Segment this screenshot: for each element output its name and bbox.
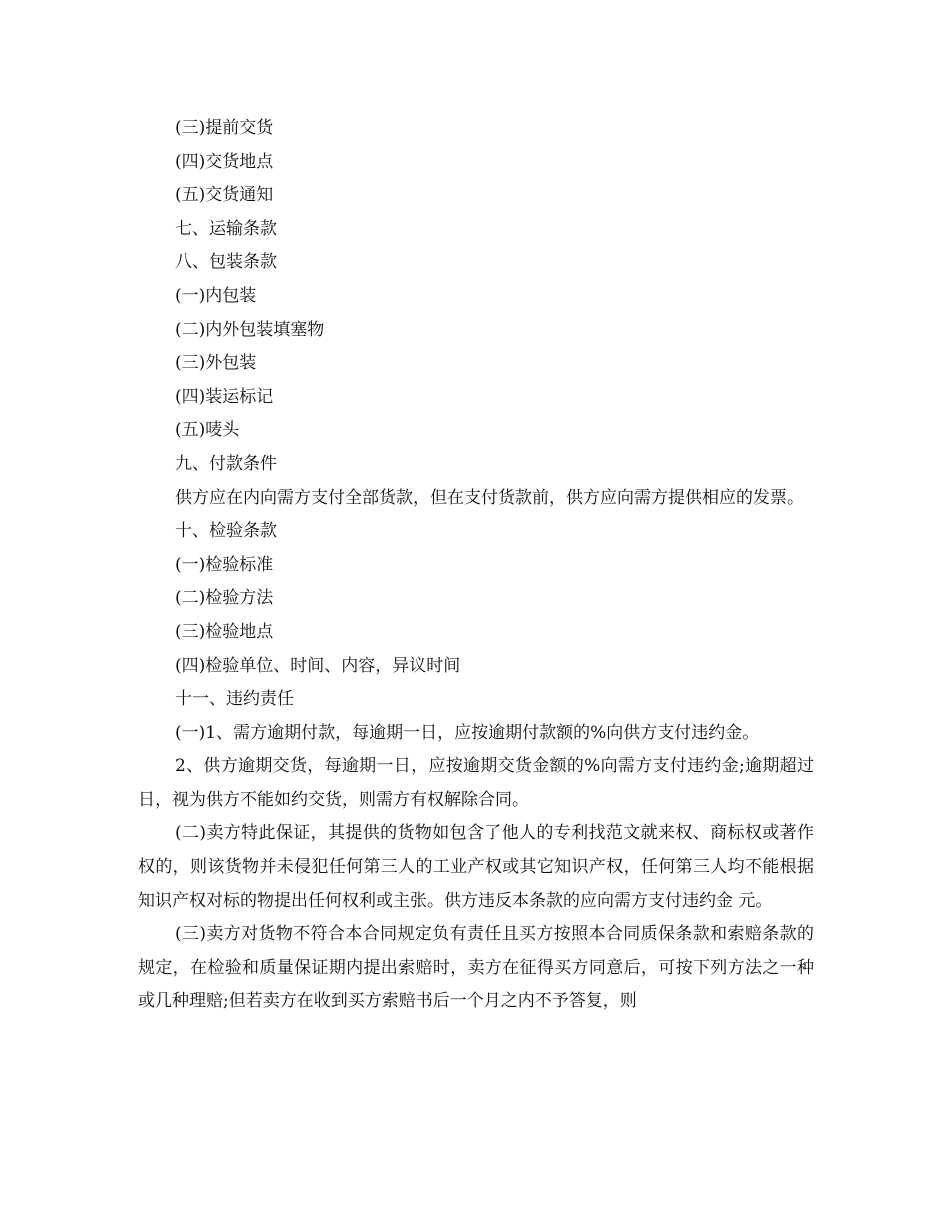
claim-paragraph: (三)卖方对货物不符合本合同规定负有责任且买方按照本合同质保条款和索赔条款的规定，在检验和质量保证期内提出索赔时，卖方在征得买方同意后，可按下列方法之一种或几种理赔;但若卖方在收到买方索赔书后一个月之内不予答复，则	[138, 924, 814, 1012]
item-packaging-filler: (二)内外包装填塞物	[175, 319, 325, 340]
section-breach-liability: 十一、违约责任	[175, 689, 294, 710]
section-payment-terms: 九、付款条件	[175, 453, 277, 474]
item-inspection-standard: (一)检验标准	[175, 554, 274, 575]
late-delivery-paragraph: 2、供方逾期交货，每逾期一日，应按逾期交货金额的%向需方支付违约金;逾期超过日，视为供方不能如约交货，则需方有权解除合同。	[138, 756, 814, 810]
item-marks-label: (五)唛头	[175, 420, 240, 441]
item-delivery-notice: (五)交货通知	[175, 185, 274, 206]
section-packaging-terms: 八、包装条款	[175, 252, 277, 273]
warranty-paragraph: (二)卖方特此保证，其提供的货物如包含了他人的专利找范文就来权、商标权或著作权的，则该货物并未侵犯任何第三人的工业产权或其它知识产权，任何第三人均不能根据知识产权对标的物提出任何权利或主张。供方违反本条款的应向需方支付违约金 元。	[138, 823, 814, 911]
item-early-delivery: (三)提前交货	[175, 118, 274, 138]
payment-paragraph: 供方应在内向需方支付全部货款，但在支付货款前，供方应向需方提供相应的发票。	[175, 487, 804, 508]
item-inspection-method: (二)检验方法	[175, 588, 274, 609]
item-delivery-location: (四)交货地点	[175, 151, 274, 172]
section-transport-terms: 七、运输条款	[175, 218, 277, 239]
item-inner-packaging: (一)内包装	[175, 285, 257, 306]
item-inspection-location: (三)检验地点	[175, 621, 274, 642]
item-late-payment: (一)1、需方逾期付款，每逾期一日，应按逾期付款额的%向供方支付违约金。	[175, 722, 760, 743]
item-outer-packaging: (三)外包装	[175, 353, 257, 374]
item-shipping-marks: (四)装运标记	[175, 386, 274, 407]
document-body	[138, 112, 814, 1019]
section-inspection-terms: 十、检验条款	[175, 521, 277, 542]
item-inspection-unit: (四)检验单位、时间、内容，异议时间	[175, 655, 461, 676]
